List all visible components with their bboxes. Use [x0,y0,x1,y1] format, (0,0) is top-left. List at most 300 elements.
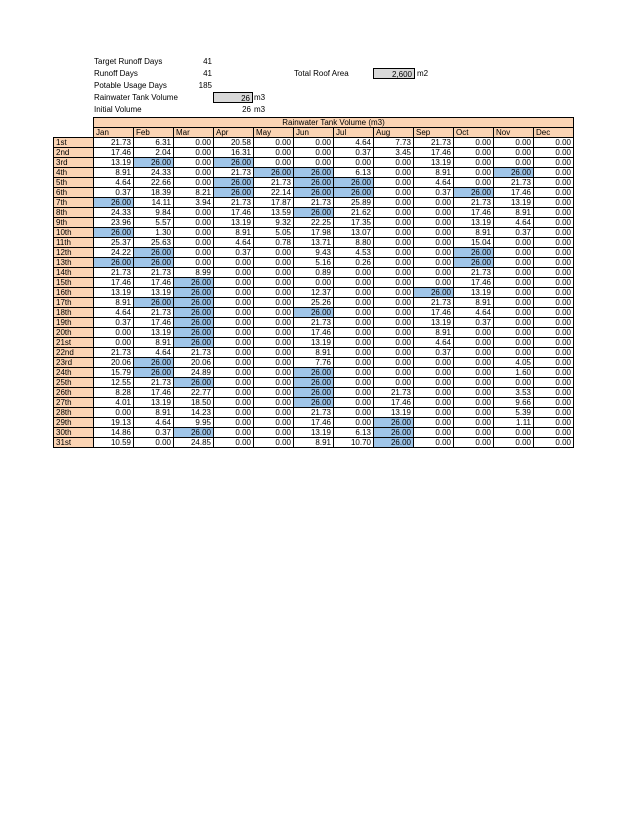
volume-cell[interactable]: 21.73 [94,138,134,148]
volume-cell[interactable]: 0.00 [374,378,414,388]
volume-cell[interactable]: 26.00 [294,178,334,188]
volume-cell[interactable]: 20.06 [94,358,134,368]
volume-cell[interactable]: 26.00 [294,308,334,318]
volume-cell[interactable]: 0.00 [414,248,454,258]
volume-cell[interactable]: 0.00 [94,338,134,348]
volume-cell[interactable]: 0.00 [214,298,254,308]
volume-cell[interactable]: 0.00 [374,328,414,338]
volume-cell[interactable]: 0.00 [214,278,254,288]
volume-cell[interactable]: 4.64 [414,178,454,188]
volume-cell[interactable]: 0.37 [494,228,534,238]
volume-cell[interactable]: 0.00 [414,378,454,388]
volume-cell[interactable]: 0.00 [414,398,454,408]
volume-cell[interactable]: 0.00 [374,338,414,348]
volume-cell[interactable]: 0.00 [414,368,454,378]
rainwater-tank-volume-value[interactable]: 26 [213,92,253,103]
volume-cell[interactable]: 0.00 [494,138,534,148]
volume-cell[interactable]: 0.00 [534,268,574,278]
volume-cell[interactable]: 26.00 [134,298,174,308]
volume-cell[interactable]: 0.00 [454,138,494,148]
volume-cell[interactable]: 0.00 [534,368,574,378]
volume-cell[interactable]: 0.00 [414,388,454,398]
volume-cell[interactable]: 0.00 [254,258,294,268]
volume-cell[interactable]: 17.46 [454,208,494,218]
volume-cell[interactable]: 0.00 [494,158,534,168]
volume-cell[interactable]: 0.00 [494,308,534,318]
volume-cell[interactable]: 0.00 [334,268,374,278]
volume-cell[interactable]: 0.00 [334,278,374,288]
volume-cell[interactable]: 8.91 [454,228,494,238]
volume-cell[interactable]: 0.00 [214,338,254,348]
volume-cell[interactable]: 0.37 [94,318,134,328]
volume-cell[interactable]: 0.00 [534,248,574,258]
volume-cell[interactable]: 0.00 [454,148,494,158]
volume-cell[interactable]: 26.00 [494,168,534,178]
volume-cell[interactable]: 0.00 [534,348,574,358]
volume-cell[interactable]: 0.00 [214,358,254,368]
volume-cell[interactable]: 0.00 [334,348,374,358]
volume-cell[interactable]: 0.00 [454,408,494,418]
volume-cell[interactable]: 0.00 [374,218,414,228]
volume-cell[interactable]: 0.00 [174,248,214,258]
volume-cell[interactable]: 21.73 [94,268,134,278]
volume-cell[interactable]: 0.00 [414,418,454,428]
volume-cell[interactable]: 0.00 [294,138,334,148]
volume-cell[interactable]: 13.19 [294,338,334,348]
volume-cell[interactable]: 4.64 [94,178,134,188]
volume-cell[interactable]: 18.39 [134,188,174,198]
volume-cell[interactable]: 0.00 [214,438,254,448]
volume-cell[interactable]: 0.00 [174,178,214,188]
volume-cell[interactable]: 0.00 [454,348,494,358]
volume-cell[interactable]: 0.00 [174,168,214,178]
volume-cell[interactable]: 15.04 [454,238,494,248]
volume-cell[interactable]: 4.64 [134,418,174,428]
volume-cell[interactable]: 0.37 [414,188,454,198]
volume-cell[interactable]: 1.60 [494,368,534,378]
volume-cell[interactable]: 21.73 [134,378,174,388]
volume-cell[interactable]: 0.00 [214,328,254,338]
volume-cell[interactable]: 0.00 [494,148,534,158]
volume-cell[interactable]: 0.00 [254,318,294,328]
volume-cell[interactable]: 22.66 [134,178,174,188]
volume-cell[interactable]: 5.39 [494,408,534,418]
volume-cell[interactable]: 0.00 [174,208,214,218]
volume-cell[interactable]: 26.00 [174,278,214,288]
volume-cell[interactable]: 0.00 [254,388,294,398]
volume-cell[interactable]: 13.19 [414,158,454,168]
volume-cell[interactable]: 0.37 [414,348,454,358]
volume-cell[interactable]: 26.00 [174,298,214,308]
volume-cell[interactable]: 12.37 [294,288,334,298]
volume-cell[interactable]: 17.46 [134,318,174,328]
volume-cell[interactable]: 21.73 [454,198,494,208]
volume-cell[interactable]: 0.00 [374,198,414,208]
volume-cell[interactable]: 21.73 [454,268,494,278]
volume-cell[interactable]: 13.19 [134,328,174,338]
volume-cell[interactable]: 0.00 [414,358,454,368]
volume-cell[interactable]: 0.00 [534,188,574,198]
volume-cell[interactable]: 26.00 [134,358,174,368]
volume-cell[interactable]: 8.91 [214,228,254,238]
volume-cell[interactable]: 21.62 [334,208,374,218]
volume-cell[interactable]: 26.00 [294,208,334,218]
volume-cell[interactable]: 24.85 [174,438,214,448]
volume-cell[interactable]: 26.00 [94,258,134,268]
volume-cell[interactable]: 0.00 [254,358,294,368]
volume-cell[interactable]: 21.73 [494,178,534,188]
volume-cell[interactable]: 0.00 [294,148,334,158]
volume-cell[interactable]: 24.89 [174,368,214,378]
volume-cell[interactable]: 0.00 [454,328,494,338]
volume-cell[interactable]: 0.00 [254,138,294,148]
volume-cell[interactable]: 9.43 [294,248,334,258]
volume-cell[interactable]: 8.80 [334,238,374,248]
volume-cell[interactable]: 0.00 [374,318,414,328]
volume-cell[interactable]: 0.00 [214,388,254,398]
volume-cell[interactable]: 21.73 [94,348,134,358]
volume-cell[interactable]: 21.73 [214,168,254,178]
volume-cell[interactable]: 7.73 [374,138,414,148]
volume-cell[interactable]: 26.00 [294,388,334,398]
volume-cell[interactable]: 0.00 [334,338,374,348]
volume-cell[interactable]: 0.00 [534,398,574,408]
volume-cell[interactable]: 4.64 [414,338,454,348]
volume-cell[interactable]: 0.00 [414,268,454,278]
volume-cell[interactable]: 24.33 [94,208,134,218]
volume-cell[interactable]: 10.70 [334,438,374,448]
volume-cell[interactable]: 0.00 [494,438,534,448]
volume-cell[interactable]: 0.00 [494,278,534,288]
volume-cell[interactable]: 4.53 [334,248,374,258]
volume-cell[interactable]: 0.00 [334,398,374,408]
volume-cell[interactable]: 0.00 [374,368,414,378]
volume-cell[interactable]: 26.00 [454,248,494,258]
volume-cell[interactable]: 0.00 [534,198,574,208]
volume-cell[interactable]: 26.00 [174,318,214,328]
volume-cell[interactable]: 0.00 [414,238,454,248]
volume-cell[interactable]: 1.30 [134,228,174,238]
volume-cell[interactable]: 0.00 [454,178,494,188]
volume-cell[interactable]: 0.00 [374,298,414,308]
volume-cell[interactable]: 5.16 [294,258,334,268]
volume-cell[interactable]: 0.37 [214,248,254,258]
volume-cell[interactable]: 8.91 [134,338,174,348]
volume-cell[interactable]: 26.00 [334,178,374,188]
volume-cell[interactable]: 0.00 [334,288,374,298]
volume-cell[interactable]: 13.19 [94,288,134,298]
volume-cell[interactable]: 0.00 [454,438,494,448]
volume-cell[interactable]: 0.00 [334,368,374,378]
volume-cell[interactable]: 0.00 [534,258,574,268]
volume-cell[interactable]: 4.64 [134,348,174,358]
volume-cell[interactable]: 0.78 [254,238,294,248]
volume-cell[interactable]: 0.00 [374,258,414,268]
volume-cell[interactable]: 0.00 [454,388,494,398]
volume-cell[interactable]: 0.00 [534,148,574,158]
volume-cell[interactable]: 0.00 [534,438,574,448]
volume-cell[interactable]: 0.00 [454,358,494,368]
volume-cell[interactable]: 0.00 [374,188,414,198]
volume-cell[interactable]: 0.00 [494,338,534,348]
volume-cell[interactable]: 0.00 [254,338,294,348]
volume-cell[interactable]: 0.00 [454,378,494,388]
volume-cell[interactable]: 7.76 [294,358,334,368]
volume-cell[interactable]: 0.00 [214,258,254,268]
volume-cell[interactable]: 0.00 [454,418,494,428]
volume-cell[interactable]: 0.00 [174,238,214,248]
volume-cell[interactable]: 0.00 [534,168,574,178]
volume-cell[interactable]: 0.00 [334,388,374,398]
volume-cell[interactable]: 17.46 [134,388,174,398]
volume-cell[interactable]: 24.22 [94,248,134,258]
volume-cell[interactable]: 17.87 [254,198,294,208]
volume-cell[interactable]: 0.00 [214,268,254,278]
volume-cell[interactable]: 21.73 [294,198,334,208]
volume-cell[interactable]: 8.91 [494,208,534,218]
volume-cell[interactable]: 2.04 [134,148,174,158]
volume-cell[interactable]: 0.00 [534,158,574,168]
volume-cell[interactable]: 0.00 [534,228,574,238]
volume-cell[interactable]: 0.00 [334,328,374,338]
volume-cell[interactable]: 0.00 [294,278,334,288]
volume-cell[interactable]: 26.00 [414,288,454,298]
volume-cell[interactable]: 17.46 [494,188,534,198]
volume-cell[interactable]: 17.46 [294,328,334,338]
volume-cell[interactable]: 17.35 [334,218,374,228]
volume-cell[interactable]: 17.46 [454,278,494,288]
target-runoff-days-value[interactable]: 41 [203,57,212,66]
volume-cell[interactable]: 0.00 [214,398,254,408]
volume-cell[interactable]: 8.91 [414,168,454,178]
volume-cell[interactable]: 1.11 [494,418,534,428]
volume-cell[interactable]: 26.00 [374,418,414,428]
volume-cell[interactable]: 26.00 [94,228,134,238]
volume-cell[interactable]: 26.00 [374,428,414,438]
volume-cell[interactable]: 8.91 [134,408,174,418]
volume-cell[interactable]: 0.00 [534,358,574,368]
volume-cell[interactable]: 0.00 [334,308,374,318]
volume-cell[interactable]: 0.00 [534,318,574,328]
volume-cell[interactable]: 0.00 [534,338,574,348]
volume-cell[interactable]: 0.00 [534,408,574,418]
volume-cell[interactable]: 0.00 [494,288,534,298]
volume-cell[interactable]: 5.57 [134,218,174,228]
volume-cell[interactable]: 0.00 [214,428,254,438]
volume-cell[interactable]: 26.00 [174,328,214,338]
volume-cell[interactable]: 14.23 [174,408,214,418]
volume-cell[interactable]: 0.00 [374,288,414,298]
volume-cell[interactable]: 0.00 [494,318,534,328]
volume-cell[interactable]: 26.00 [134,158,174,168]
volume-cell[interactable]: 0.00 [454,338,494,348]
volume-cell[interactable]: 0.00 [374,158,414,168]
volume-cell[interactable]: 0.00 [374,278,414,288]
volume-cell[interactable]: 0.37 [134,428,174,438]
volume-cell[interactable]: 26.00 [214,158,254,168]
volume-cell[interactable]: 13.19 [134,398,174,408]
volume-cell[interactable]: 0.00 [134,438,174,448]
volume-cell[interactable]: 12.55 [94,378,134,388]
volume-cell[interactable]: 0.00 [534,288,574,298]
volume-cell[interactable]: 4.64 [494,218,534,228]
volume-cell[interactable]: 0.00 [414,278,454,288]
volume-cell[interactable]: 26.00 [254,168,294,178]
volume-cell[interactable]: 0.00 [214,368,254,378]
volume-cell[interactable]: 8.91 [294,348,334,358]
volume-cell[interactable]: 0.00 [454,428,494,438]
volume-cell[interactable]: 0.37 [94,188,134,198]
volume-cell[interactable]: 26.00 [374,438,414,448]
volume-cell[interactable]: 9.95 [174,418,214,428]
volume-cell[interactable]: 0.00 [534,428,574,438]
volume-cell[interactable]: 0.00 [174,148,214,158]
volume-cell[interactable]: 21.73 [134,268,174,278]
volume-cell[interactable]: 0.00 [254,148,294,158]
volume-cell[interactable]: 0.00 [254,428,294,438]
volume-cell[interactable]: 0.00 [454,158,494,168]
volume-cell[interactable]: 13.71 [294,238,334,248]
volume-cell[interactable]: 0.00 [414,198,454,208]
volume-cell[interactable]: 25.89 [334,198,374,208]
volume-cell[interactable]: 0.00 [374,228,414,238]
volume-cell[interactable]: 0.00 [454,398,494,408]
volume-cell[interactable]: 8.91 [94,298,134,308]
volume-cell[interactable]: 26.00 [174,288,214,298]
volume-cell[interactable]: 0.00 [414,208,454,218]
volume-cell[interactable]: 0.00 [374,178,414,188]
volume-cell[interactable]: 17.46 [214,208,254,218]
volume-cell[interactable]: 0.00 [254,328,294,338]
volume-cell[interactable]: 0.00 [334,408,374,418]
volume-cell[interactable]: 21.73 [374,388,414,398]
volume-cell[interactable]: 0.00 [174,138,214,148]
volume-cell[interactable]: 26.00 [334,188,374,198]
volume-cell[interactable]: 21.73 [294,408,334,418]
volume-cell[interactable]: 20.06 [174,358,214,368]
volume-cell[interactable]: 0.00 [534,388,574,398]
volume-cell[interactable]: 21.73 [174,348,214,358]
volume-cell[interactable]: 22.14 [254,188,294,198]
volume-cell[interactable]: 0.00 [254,278,294,288]
volume-cell[interactable]: 4.64 [334,138,374,148]
volume-cell[interactable]: 0.00 [374,308,414,318]
volume-cell[interactable]: 0.00 [374,358,414,368]
volume-cell[interactable]: 25.26 [294,298,334,308]
volume-cell[interactable]: 21.73 [214,198,254,208]
volume-cell[interactable]: 0.00 [214,348,254,358]
volume-cell[interactable]: 13.19 [454,288,494,298]
volume-cell[interactable]: 4.64 [94,308,134,318]
volume-cell[interactable]: 26.00 [174,378,214,388]
volume-cell[interactable]: 21.73 [414,138,454,148]
volume-cell[interactable]: 0.00 [254,288,294,298]
volume-cell[interactable]: 17.46 [94,148,134,158]
volume-cell[interactable]: 8.91 [454,298,494,308]
volume-cell[interactable]: 13.07 [334,228,374,238]
volume-cell[interactable]: 13.19 [454,218,494,228]
volume-cell[interactable]: 0.00 [214,288,254,298]
volume-cell[interactable]: 0.00 [414,218,454,228]
volume-cell[interactable]: 0.00 [534,138,574,148]
volume-cell[interactable]: 0.00 [254,438,294,448]
volume-cell[interactable]: 17.46 [294,418,334,428]
volume-cell[interactable]: 26.00 [134,248,174,258]
volume-cell[interactable]: 0.00 [174,218,214,228]
volume-cell[interactable]: 24.33 [134,168,174,178]
volume-cell[interactable]: 17.46 [414,308,454,318]
volume-cell[interactable]: 0.00 [534,418,574,428]
volume-cell[interactable]: 18.50 [174,398,214,408]
volume-cell[interactable]: 0.00 [414,438,454,448]
total-roof-area-value[interactable]: 2,600 [373,68,415,79]
volume-cell[interactable]: 0.00 [454,368,494,378]
volume-cell[interactable]: 3.94 [174,198,214,208]
volume-cell[interactable]: 0.00 [334,418,374,428]
volume-cell[interactable]: 0.00 [414,428,454,438]
volume-cell[interactable]: 8.91 [414,328,454,338]
volume-cell[interactable]: 0.00 [174,228,214,238]
volume-cell[interactable]: 26.00 [174,428,214,438]
volume-cell[interactable]: 6.13 [334,168,374,178]
volume-cell[interactable]: 17.46 [374,398,414,408]
volume-cell[interactable]: 26.00 [454,258,494,268]
volume-cell[interactable]: 13.19 [94,158,134,168]
volume-cell[interactable]: 0.00 [254,418,294,428]
volume-cell[interactable]: 0.00 [214,418,254,428]
volume-cell[interactable]: 0.00 [534,328,574,338]
volume-cell[interactable]: 0.00 [254,348,294,358]
volume-cell[interactable]: 0.00 [494,428,534,438]
volume-cell[interactable]: 8.91 [94,168,134,178]
volume-cell[interactable]: 0.00 [334,298,374,308]
volume-cell[interactable]: 0.37 [334,148,374,158]
volume-cell[interactable]: 0.00 [494,298,534,308]
volume-cell[interactable]: 13.19 [214,218,254,228]
volume-cell[interactable]: 0.00 [174,258,214,268]
volume-cell[interactable]: 0.00 [254,378,294,388]
volume-cell[interactable]: 9.84 [134,208,174,218]
volume-cell[interactable]: 26.00 [214,188,254,198]
volume-cell[interactable]: 13.19 [134,288,174,298]
volume-cell[interactable]: 0.00 [334,358,374,368]
volume-cell[interactable]: 0.00 [494,258,534,268]
volume-cell[interactable]: 0.00 [214,408,254,418]
volume-cell[interactable]: 5.05 [254,228,294,238]
volume-cell[interactable]: 0.26 [334,258,374,268]
volume-cell[interactable]: 0.00 [494,248,534,258]
volume-cell[interactable]: 26.00 [294,378,334,388]
volume-cell[interactable]: 17.98 [294,228,334,238]
volume-cell[interactable]: 8.91 [294,438,334,448]
volume-cell[interactable]: 0.00 [254,298,294,308]
volume-cell[interactable]: 26.00 [294,168,334,178]
volume-cell[interactable]: 10.59 [94,438,134,448]
volume-cell[interactable]: 26.00 [454,188,494,198]
volume-cell[interactable]: 0.00 [374,168,414,178]
volume-cell[interactable]: 13.59 [254,208,294,218]
volume-cell[interactable]: 0.00 [534,238,574,248]
volume-cell[interactable]: 0.00 [254,248,294,258]
volume-cell[interactable]: 0.89 [294,268,334,278]
volume-cell[interactable]: 0.00 [494,378,534,388]
volume-cell[interactable]: 0.00 [254,308,294,318]
volume-cell[interactable]: 0.00 [374,268,414,278]
volume-cell[interactable]: 3.45 [374,148,414,158]
volume-cell[interactable]: 25.37 [94,238,134,248]
volume-cell[interactable]: 20.58 [214,138,254,148]
volume-cell[interactable]: 22.77 [174,388,214,398]
